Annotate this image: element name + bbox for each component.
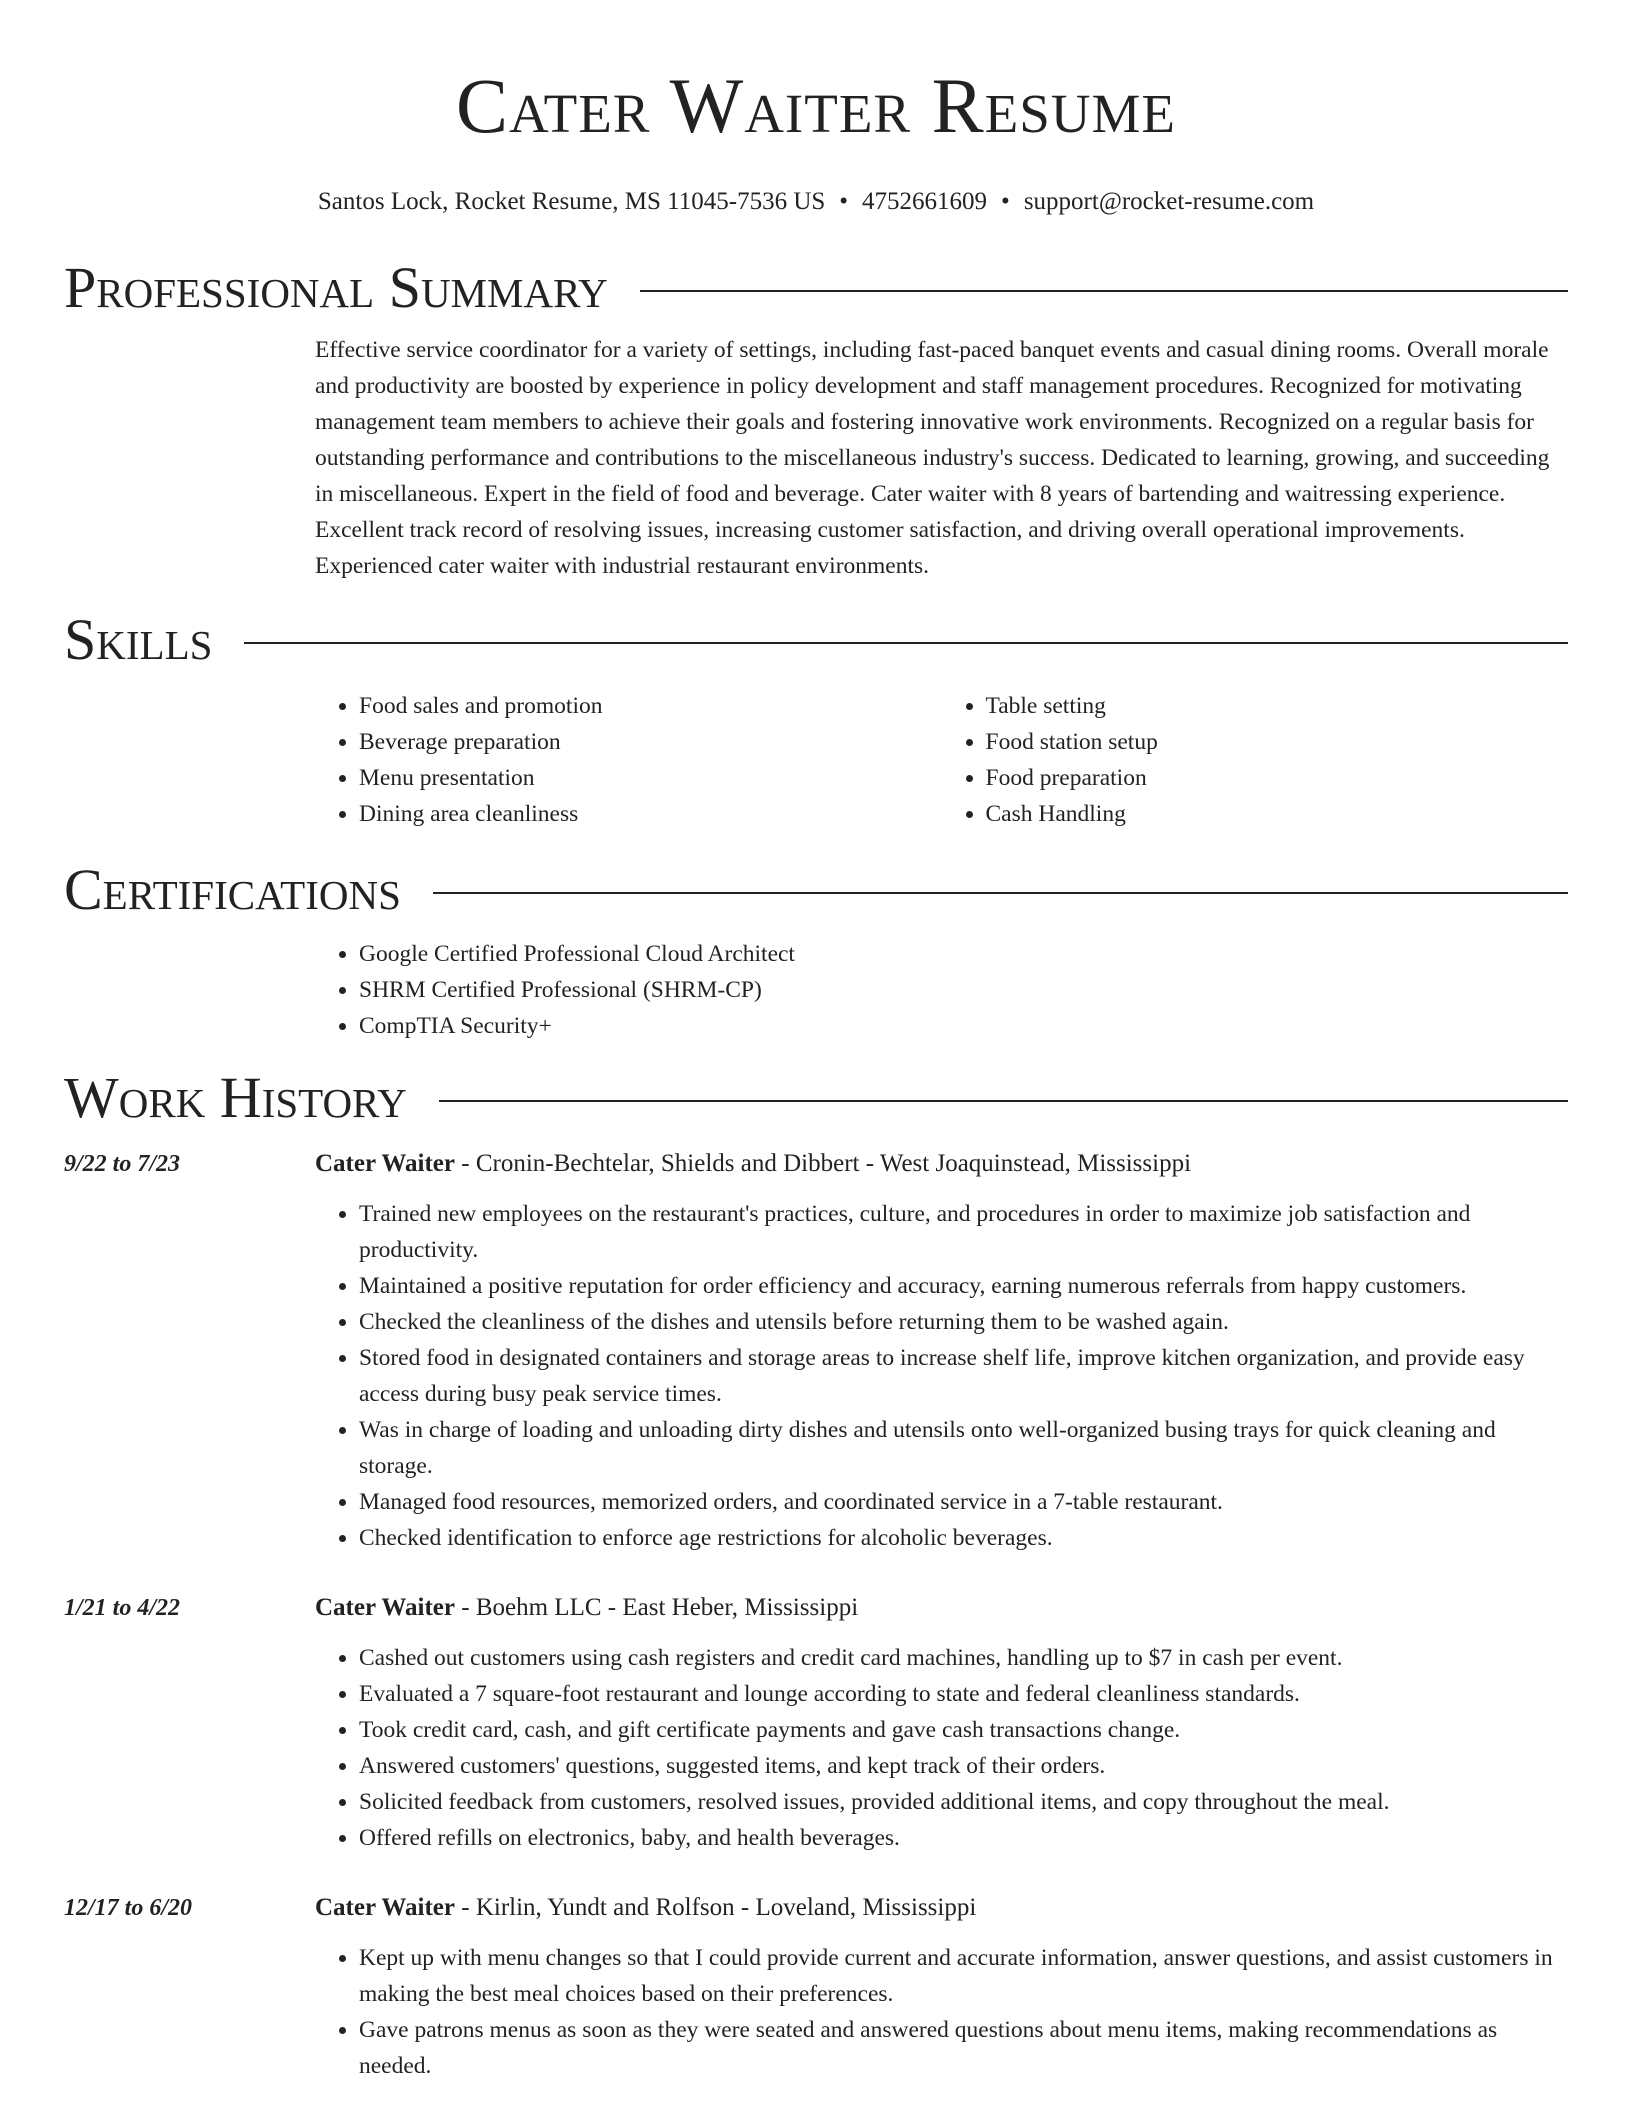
job-bullet: • Trained new employees on the restaurant's practices, culture, and procedures in order to maximize job satisfaction and productivity. [359, 1196, 1568, 1268]
job-dates: 9/22 to 7/23 [64, 1151, 181, 1177]
certification-item: • CompTIA Security+ [359, 1008, 1568, 1044]
job-bullets [315, 1640, 1568, 1856]
section-divider [244, 642, 1568, 644]
skill-item: • Food preparation [986, 760, 1569, 796]
job-bullet: • Was in charge of loading and unloading dirty dishes and utensils onto well-organized busing trays for quick cleaning and storage. [359, 1412, 1568, 1484]
section-divider [439, 1100, 1568, 1102]
job-title: Cater Waiter [315, 1150, 456, 1177]
certifications-list [315, 936, 1568, 1044]
work-history-section-header [64, 1064, 1568, 1132]
skill-item: • Beverage preparation [359, 724, 942, 760]
job-detail [315, 1890, 1568, 2084]
contact-phone: 4752661609 [862, 188, 988, 215]
job-role-line [315, 1890, 1568, 1926]
summary-section-header [64, 254, 1568, 322]
job-bullet: • Checked the cleanliness of the dishes and utensils before returning them to be washed again. [359, 1304, 1568, 1340]
job-bullet: • Stored food in designated containers and storage areas to increase shelf life, improve kitchen organization, and provide easy access during busy peak service times. [359, 1340, 1568, 1412]
contact-line [64, 186, 1568, 218]
job-bullets [315, 1196, 1568, 1556]
section-divider [640, 290, 1568, 292]
skills-list [315, 688, 1568, 832]
job-dates: 1/21 to 4/22 [64, 1595, 181, 1621]
job-employer: - Cronin-Bechtelar, Shields and Dibbert - West Joaquinstead, Mississippi [455, 1150, 1192, 1177]
job-title: Cater Waiter [315, 1894, 456, 1921]
job-employer: - Boehm LLC - East Heber, Mississippi [455, 1594, 859, 1621]
job-bullet: • Checked identification to enforce age restrictions for alcoholic beverages. [359, 1520, 1568, 1556]
certifications-section-header [64, 856, 1568, 924]
contact-separator: • [839, 188, 849, 215]
contact-separator: • [1001, 188, 1010, 215]
certification-item: • Google Certified Professional Cloud Architect [359, 936, 1568, 972]
summary-body [315, 332, 1568, 584]
certifications-heading: Certifications [64, 857, 401, 922]
skill-item: • Dining area cleanliness [359, 796, 942, 832]
job-entry [64, 1890, 1568, 2084]
skill-item: • Food sales and promotion [359, 688, 942, 724]
resume-title: Cater Waiter Resume [455, 62, 1177, 149]
job-bullet: • Cashed out customers using cash registers and credit card machines, handling up to $7 in cash per event. [359, 1640, 1568, 1676]
skill-item: • Menu presentation [359, 760, 942, 796]
job-bullet: • Gave patrons menus as soon as they were seated and answered questions about menu items, making recommendations as needed. [359, 2012, 1568, 2084]
job-dates: 12/17 to 6/20 [64, 1895, 193, 1921]
summary-text: Effective service coordinator for a variety of settings, including fast-paced banquet events and casual dining rooms. Overall morale and productivity are boosted by experience in policy development and staff management procedures. Recognized for motivating management team members to achieve their goals and fostering innovative work environments. Recognized on a regular basis for outstanding performance and contributions to the miscellaneous industry's success. Dedicated to learning, growing, and succeeding in miscellaneous. Expert in the field of food and beverage. Cater waiter with 8 years of bartending and waitressing experience. Excellent track record of resolving issues, increasing customer satisfaction, and driving overall operational improvements. Experienced cater waiter with industrial restaurant environments. [315, 337, 1550, 579]
certification-item: • SHRM Certified Professional (SHRM-CP) [359, 972, 1568, 1008]
skills-column-left [315, 688, 942, 832]
job-entry [64, 1590, 1568, 1856]
skills-column-right [942, 688, 1569, 832]
skills-heading: Skills [64, 607, 213, 672]
job-bullet: • Evaluated a 7 square-foot restaurant and lounge according to state and federal cleanliness standards. [359, 1676, 1568, 1712]
job-bullet: • Maintained a positive reputation for order efficiency and accuracy, earning numerous referrals from happy customers. [359, 1268, 1568, 1304]
work-history-heading: Work History [64, 1065, 407, 1130]
job-role-line [315, 1146, 1568, 1182]
job-bullet: • Took credit card, cash, and gift certificate payments and gave cash transactions change. [359, 1712, 1568, 1748]
job-bullet: • Answered customers' questions, suggested items, and kept track of their orders. [359, 1748, 1568, 1784]
certifications-body [315, 936, 1568, 1044]
job-detail [315, 1590, 1568, 1856]
job-entry [64, 1146, 1568, 1556]
skill-item: • Food station setup [986, 724, 1569, 760]
job-bullet: • Solicited feedback from customers, resolved issues, provided additional items, and copy throughout the meal. [359, 1784, 1568, 1820]
skills-section-header [64, 606, 1568, 674]
job-detail [315, 1146, 1568, 1556]
section-divider [433, 892, 1568, 894]
job-title: Cater Waiter [315, 1594, 456, 1621]
contact-email: support@rocket-resume.com [1023, 188, 1315, 215]
skill-item: • Table setting [986, 688, 1569, 724]
job-bullet: • Kept up with menu changes so that I could provide current and accurate information, answer questions, and assist customers in making the best meal choices based on their preferences. [359, 1940, 1568, 2012]
resume-page [64, 0, 1568, 2084]
job-role-line [315, 1590, 1568, 1626]
contact-address: Santos Lock, Rocket Resume, MS 11045-7536 US [317, 188, 826, 215]
job-bullet: • Managed food resources, memorized orders, and coordinated service in a 7-table restaurant. [359, 1484, 1568, 1520]
summary-heading: Professional Summary [64, 255, 608, 320]
skill-item: • Cash Handling [986, 796, 1569, 832]
job-bullet: • Offered refills on electronics, baby, and health beverages. [359, 1820, 1568, 1856]
job-employer: - Kirlin, Yundt and Rolfson - Loveland, Mississippi [455, 1894, 977, 1921]
job-bullets [315, 1940, 1568, 2084]
